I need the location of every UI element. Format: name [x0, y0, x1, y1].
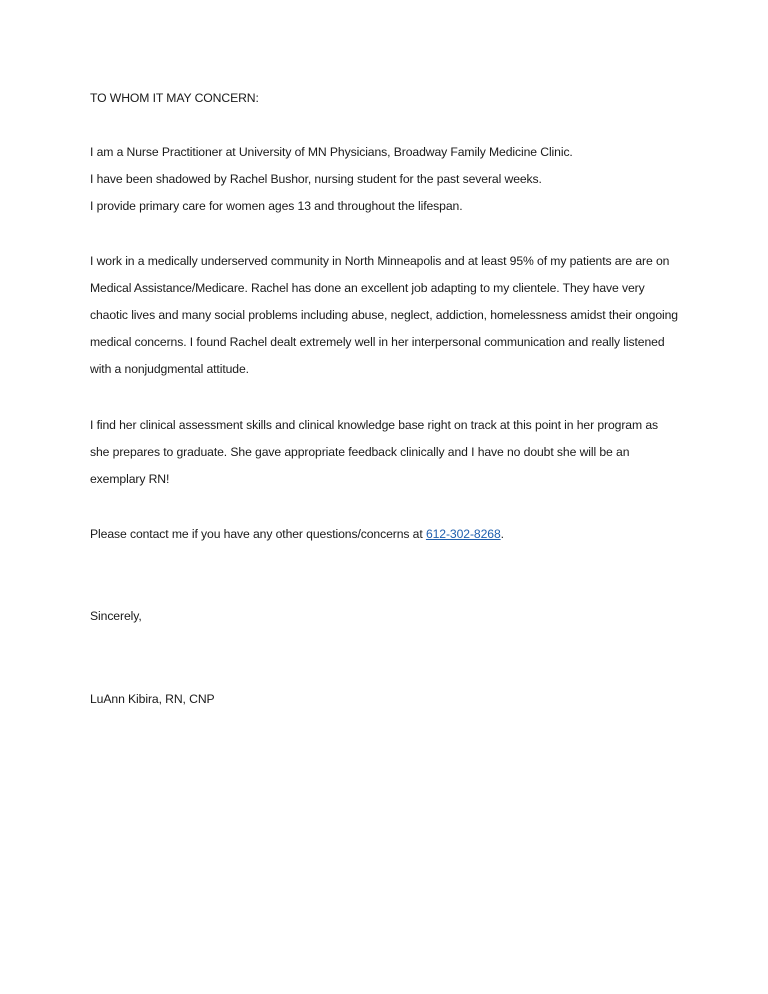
intro-line-1: I am a Nurse Practitioner at University of MN Physicians, Broadway Family Medicine Clinic.	[90, 145, 573, 159]
intro-line-2: I have been shadowed by Rachel Bushor, nursing student for the past several weeks.	[90, 172, 542, 186]
paragraph2-line-2: Medical Assistance/Medicare. Rachel has done an excellent job adapting to my clientele. They have very	[90, 281, 645, 295]
contact-suffix: .	[500, 527, 504, 541]
paragraph2-line-5: with a nonjudgmental attitude.	[90, 362, 249, 376]
contact-line	[90, 527, 504, 541]
phone-link[interactable]: 612-302-8268	[425, 527, 501, 541]
paragraph2-line-1: I work in a medically underserved community in North Minneapolis and at least 95% of my patients are are on	[90, 254, 670, 268]
paragraph3-line-1: I find her clinical assessment skills and clinical knowledge base right on track at this point in her program as	[90, 418, 658, 432]
intro-line-3: I provide primary care for women ages 13 and throughout the lifespan.	[90, 199, 463, 213]
contact-prefix: Please contact me if you have any other questions/concerns at	[90, 527, 426, 541]
closing: Sincerely,	[90, 609, 142, 623]
signature: LuAnn Kibira, RN, CNP	[90, 692, 215, 706]
paragraph3-line-2: she prepares to graduate. She gave appropriate feedback clinically and I have no doubt she will be an	[90, 445, 630, 459]
paragraph2-line-4: medical concerns. I found Rachel dealt extremely well in her interpersonal communication and really listened	[90, 335, 665, 349]
paragraph3-line-3: exemplary RN!	[90, 472, 170, 486]
salutation: TO WHOM IT MAY CONCERN:	[90, 91, 259, 105]
paragraph2-line-3: chaotic lives and many social problems including abuse, neglect, addiction, homelessness amidst their ongoing	[90, 308, 678, 322]
